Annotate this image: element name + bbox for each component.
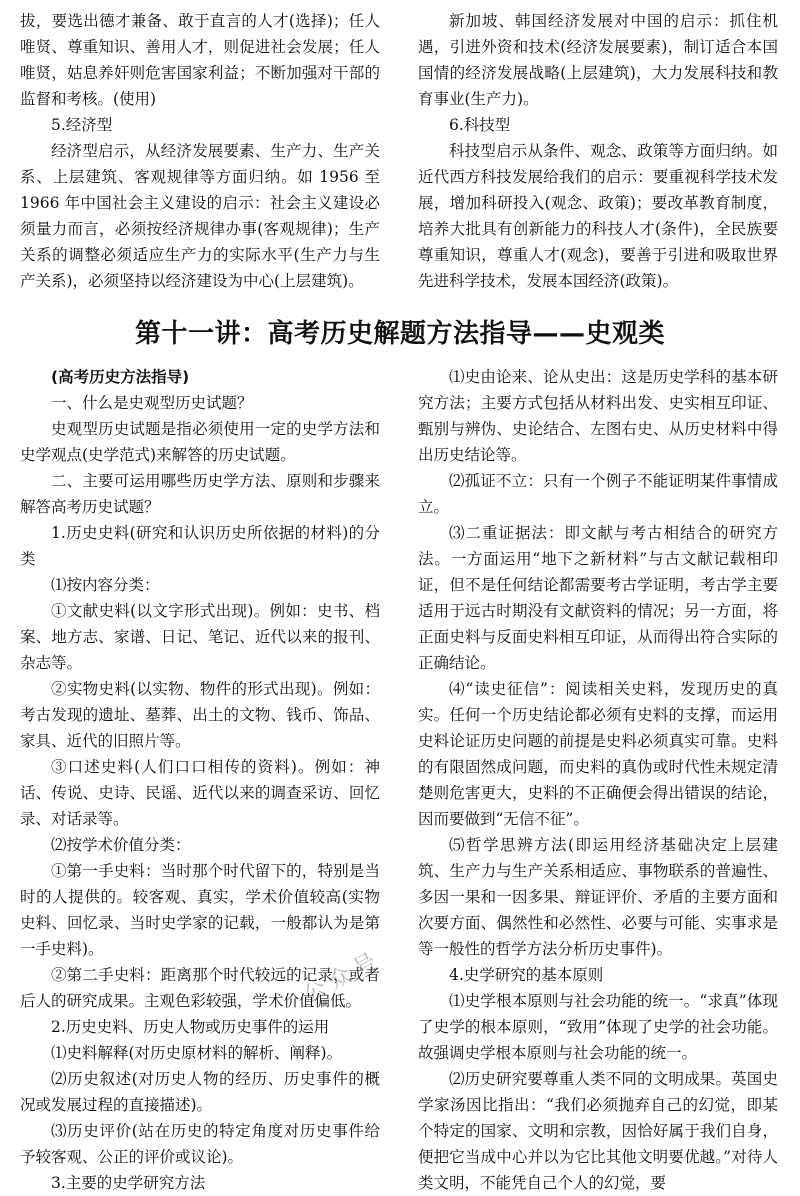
paragraph: 6.科技型 [449, 116, 511, 134]
paragraph: ⑵按学术价值分类： [51, 836, 191, 854]
paragraph: ⑴史由论来、论从史出：这是历史学科的基本研究方法；主要方式包括从材料出发、史实相互印证、甄别与辨伪、史论结合、左图右史、从历史材料中得出历史结论等。 [418, 368, 778, 464]
paragraph: 史观型历史试题是指必须使用一定的史学方法和史学观点(史学范式)来解答的历史试题。 [20, 420, 380, 464]
paragraph: 2.历史史料、历史人物或历史事件的运用 [51, 1018, 330, 1036]
paragraph: ⑴史学根本原则与社会功能的统一。“求真”体现了史学的根本原则，“致用”体现了史学的社会功能。故强调史学根本原则与社会功能的统一。 [418, 992, 778, 1062]
paragraph: 一、什么是史观型历史试题？ [51, 394, 253, 412]
paragraph: ⑵历史叙述(对历史人物的经历、历史事件的概况或发展过程的直接描述)。 [20, 1070, 380, 1114]
top-left-column [20, 8, 380, 294]
bottom-right-column [418, 364, 778, 1196]
paragraph: ②第二手史料：距离那个时代较远的记录，或者后人的研究成果。主观色彩较强，学术价值偏低。 [20, 966, 380, 1010]
paragraph: ⑷“读史征信”：阅读相关史料，发现历史的真实。任何一个历史结论都必须有史料的支撑，而运用史料论证历史问题的前提是史料必须真实可靠。史料的有限固然成问题，而史料的真伪或时代性未规定清楚则危害更大，史料的不正确便会得出错误的结论，因而要做到“无信不征”。 [418, 680, 778, 828]
paragraph: 二、主要可运用哪些历史学方法、原则和步骤来解答高考历史试题？ [20, 472, 380, 516]
paragraph: 拔，要选出德才兼备、敢于直言的人才(选择)；任人唯贤、尊重知识、善用人才，则促进社会发展；任人唯贤，姑息养奸则危害国家利益；不断加强对干部的监督和考核。(使用) [20, 12, 380, 108]
top-right-column [418, 8, 778, 294]
bottom-left-column [20, 364, 380, 1196]
paragraph: 1.历史史料(研究和认识历史所依据的材料)的分类 [20, 524, 380, 568]
watermark-stamp: 公众号 [299, 946, 386, 1009]
paragraph: 5.经济型 [51, 116, 113, 134]
paragraph: 4.史学研究的基本原则 [449, 966, 604, 984]
paragraph: ⑴按内容分类： [51, 576, 160, 594]
paragraph: 新加坡、韩国经济发展对中国的启示：抓住机遇，引进外资和技术(经济发展要素)，制订适合本国国情的经济发展战略(上层建筑)，大力发展科技和教育事业(生产力)。 [418, 12, 778, 108]
paragraph: ⑸哲学思辨方法(即运用经济基础决定上层建筑、生产力与生产关系相适应、事物联系的普遍性、多因一果和一因多果、辩证评价、矛盾的主要方面和次要方面、偶然性和必然性、必要与可能、实事求是等一般性的哲学方法分析历史事件)。 [418, 836, 778, 958]
paragraph: ⑵孤证不立：只有一个例子不能证明某件事情成立。 [418, 472, 778, 516]
paragraph: ③口述史料(人们口口相传的资料)。例如：神话、传说、史诗、民谣、近代以来的调查采访、回忆录、对话录等。 [20, 758, 380, 828]
paragraph: (高考历史方法指导) [51, 368, 190, 386]
paragraph: ①文献史料(以文字形式出现)。例如：史书、档案、地方志、家谱、日记、笔记、近代以来的报刊、杂志等。 [20, 602, 380, 672]
paragraph: 科技型启示从条件、观念、政策等方面归纳。如近代西方科技发展给我们的启示：要重视科学技术发展，增加科研投入(观念、政策)；要改革教育制度，培养大批具有创新能力的科技人才(条件)，全民族要尊重知识，尊重人才(观念)，要善于引进和吸取世界先进科学技术，发展本国经济(政策)。 [418, 142, 778, 290]
paragraph: 3.主要的史学研究方法 [51, 1174, 206, 1192]
paragraph: ⑴史料解释(对历史原材料的解析、阐释)。 [51, 1044, 343, 1062]
lecture-title: 第十一讲：高考历史解题方法指导——史观类 [134, 319, 665, 349]
paragraph: ②实物史料(以实物、物件的形式出现)。例如：考古发现的遗址、墓葬、出土的文物、钱币、饰品、家具、近代的旧照片等。 [20, 680, 380, 750]
paragraph: ⑵历史研究要尊重人类不同的文明成果。英国史学家汤因比指出：“我们必须抛弃自己的幻觉，即某个特定的国家、文明和宗教，因恰好属于我们自身，便把它当成中心并以为它比其他文明要优越。”对待人类文明，不能凭自己个人的幻觉，要 [418, 1070, 778, 1192]
paragraph: ⑶二重证据法：即文献与考古相结合的研究方法。一方面运用“地下之新材料”与古文献记载相印证，但不是任何结论都需要考古学证明，考古学主要适用于远古时期没有文献资料的情况；另一方面，将正面史料与反面史料相互印证，从而得出符合实际的正确结论。 [418, 524, 778, 672]
paragraph: 经济型启示，从经济发展要素、生产力、生产关系、上层建筑、客观规律等方面归纳。如 1956 至 1966 年中国社会主义建设的启示：社会主义建设必须量力而言，必须按经济规律办事(客观规律)；生产关系的调整必须适应生产力的实际水平(生产力与生产关系)，必须坚持以经济建设为中心(上层建筑)。 [20, 142, 380, 290]
paragraph: ①第一手史料：当时那个时代留下的，特别是当时的人提供的。较客观、真实，学术价值较高(实物史料、回忆录、当时史学家的记载，一般都认为是第一手史料)。 [20, 862, 380, 958]
paragraph: ⑶历史评价(站在历史的特定角度对历史事件给予较客观、公正的评价或议论)。 [20, 1122, 380, 1166]
